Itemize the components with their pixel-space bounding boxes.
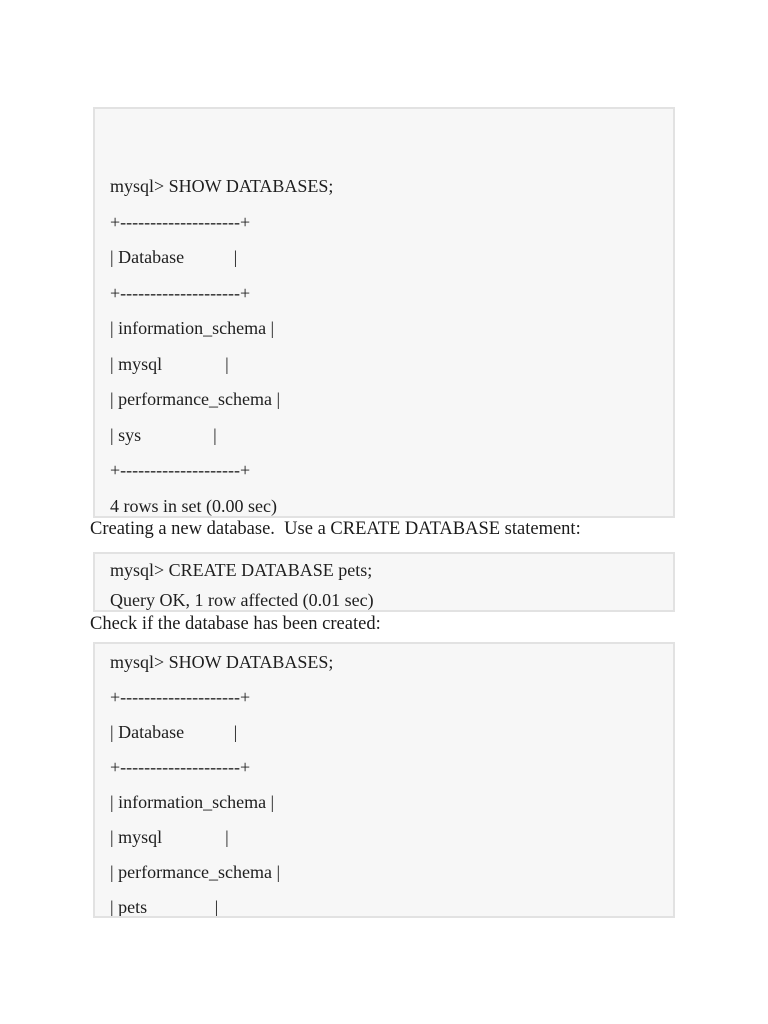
console-line: | performance_schema | <box>110 389 281 409</box>
console-block-show-databases-after <box>93 642 675 918</box>
console-line: mysql> SHOW DATABASES; <box>110 652 334 672</box>
console-line: +--------------------+ <box>110 687 251 707</box>
console-line: | mysql | <box>110 353 229 374</box>
paragraph-creating-database: Creating a new database. Use a CREATE DATABASE statement: <box>90 519 581 539</box>
console-line: | pets | <box>110 897 219 917</box>
console-line: +--------------------+ <box>110 757 251 777</box>
console-line: +--------------------+ <box>110 211 251 232</box>
console-line: +--------------------+ <box>110 460 251 480</box>
console-line: | sys | <box>110 424 217 445</box>
console-line: | Database | <box>110 722 238 742</box>
console-line: | performance_schema | <box>110 862 281 882</box>
paragraph-check-database: Check if the database has been created: <box>90 614 381 634</box>
console-line: | information_schema | <box>110 792 275 812</box>
console-line: mysql> CREATE DATABASE pets; <box>110 560 373 580</box>
console-line: 4 rows in set (0.00 sec) <box>110 495 277 516</box>
console-line: +--------------------+ <box>110 282 251 303</box>
console-line: | Database | <box>110 247 238 267</box>
console-block-show-databases-before <box>93 107 675 518</box>
console-block-create-database <box>93 552 675 612</box>
console-line: | mysql | <box>110 827 229 847</box>
console-line: Query OK, 1 row affected (0.01 sec) <box>110 590 374 610</box>
console-line: mysql> SHOW DATABASES; <box>110 176 334 196</box>
console-line: | information_schema | <box>110 318 275 338</box>
